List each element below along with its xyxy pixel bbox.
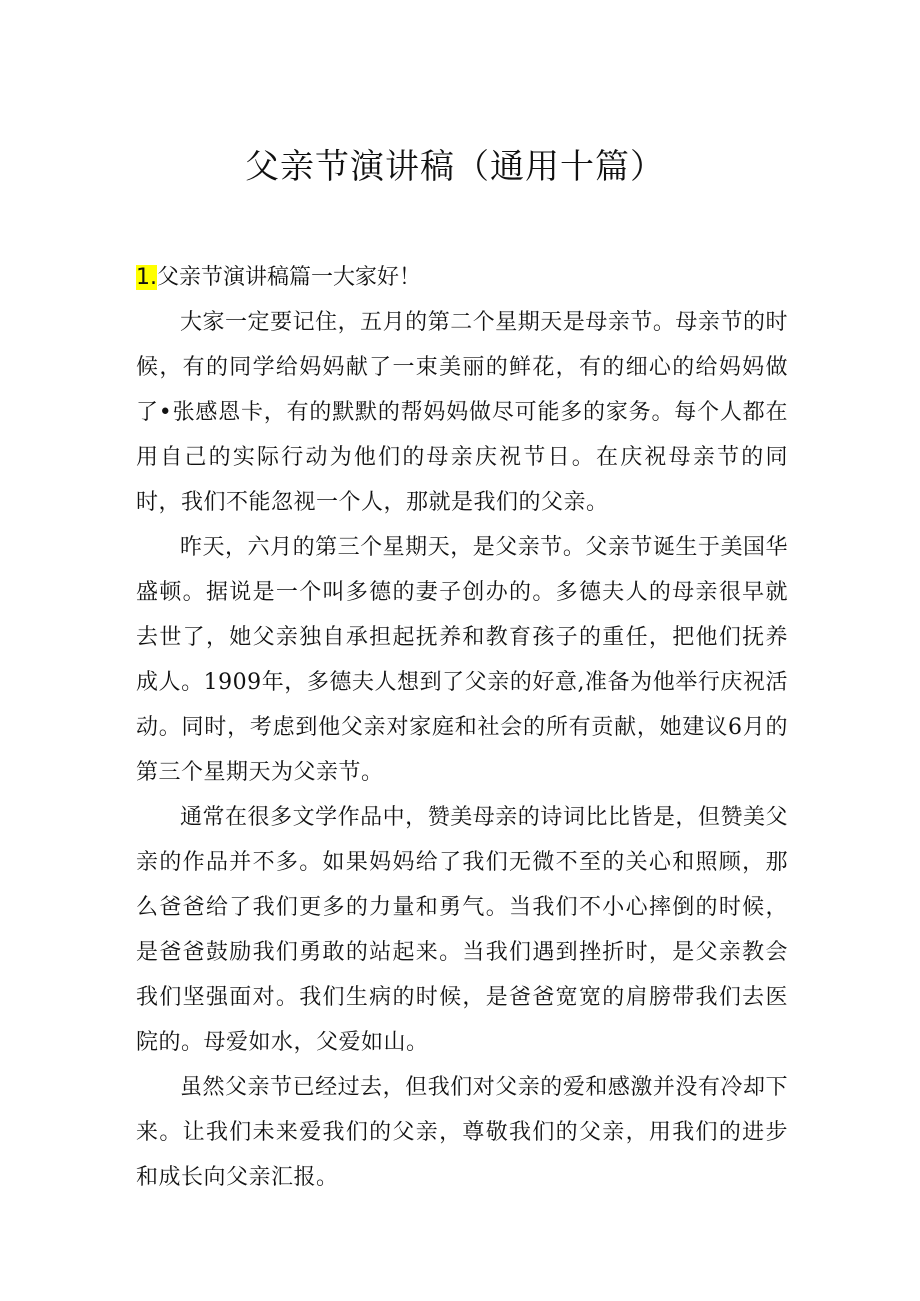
paragraph-2: 昨天，六月的第三个星期天，是父亲节。父亲节诞生于美国华盛顿。据说是一个叫多德的妻子创办的。多德夫人的母亲很早就去世了，她父亲独自承担起抚养和教育孩子的重任，把他们抚养成人。1909年，多德夫人想到了父亲的好意,准备为他举行庆祝活动。同时，考虑到他父亲对家庭和社会的所有贡献，她建议6月的第三个星期天为父亲节。 xyxy=(136,535,788,785)
section-heading xyxy=(136,259,421,297)
paragraph-1: 大家一定要记住，五月的第二个星期天是母亲节。母亲节的时候，有的同学给妈妈献了一束美丽的鲜花，有的细心的给妈妈做了•张感恩卡，有的默默的帮妈妈做尽可能多的家务。每个人都在用自己的实际行动为他们的母亲庆祝节日。在庆祝母亲节的同时，我们不能忽视一个人，那就是我们的父亲。 xyxy=(136,310,788,515)
paragraph-3: 通常在很多文学作品中，赞美母亲的诗词比比皆是，但赞美父亲的作品并不多。如果妈妈给了我们无微不至的关心和照顾，那么爸爸给了我们更多的力量和勇气。当我们不小心摔倒的时候，是爸爸鼓励我们勇敢的站起来。当我们遇到挫折时，是父亲教会我们坚强面对。我们生病的时候，是爸爸宽宽的肩膀带我们去医院的。母爱如水，父爱如山。 xyxy=(136,805,788,1055)
section-number-highlight: 1. xyxy=(136,265,157,290)
document-title: 父亲节演讲稿（通用十篇） xyxy=(245,146,665,187)
section-heading-text: 父亲节演讲稿篇一大家好！ xyxy=(157,265,422,290)
document-body xyxy=(136,300,788,1200)
paragraph-4: 虽然父亲节已经过去，但我们对父亲的爱和感激并没有冷却下来。让我们未来爱我们的父亲，尊敬我们的父亲，用我们的进步和成长向父亲汇报。 xyxy=(136,1075,788,1190)
